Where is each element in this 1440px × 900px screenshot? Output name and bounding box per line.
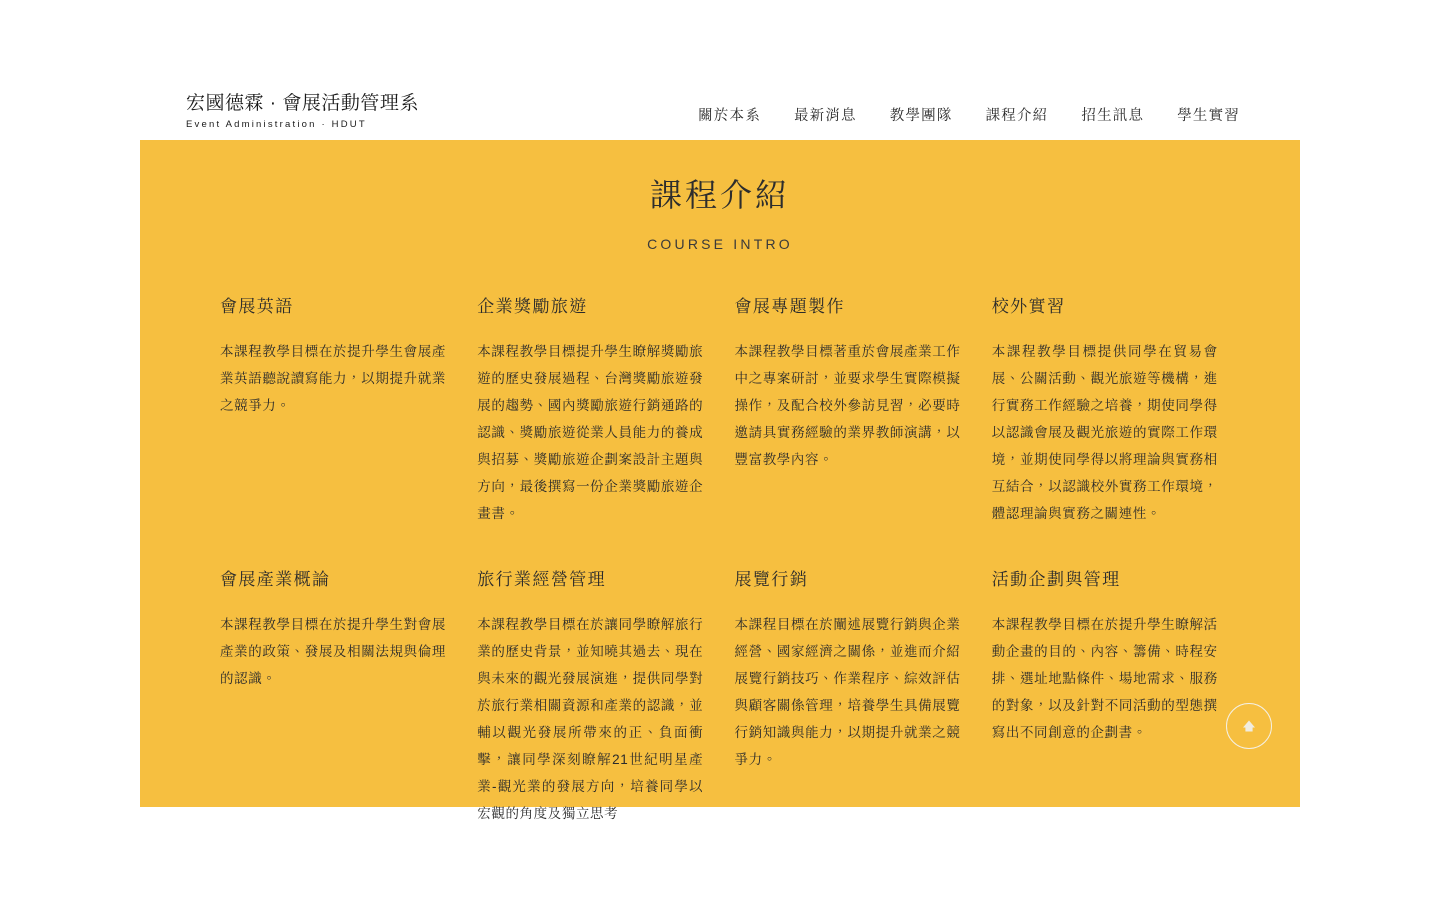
nav-item-about[interactable]: 關於本系 — [698, 108, 761, 124]
course-card — [220, 296, 446, 527]
nav-item-internship[interactable]: 學生實習 — [1177, 108, 1240, 124]
logo-title-cn: 宏國德霖 · 會展活動管理系 — [186, 93, 419, 114]
site-header — [0, 0, 1440, 140]
course-name: 旅行業經營管理 — [477, 569, 607, 589]
course-intro-panel — [140, 140, 1300, 822]
course-description: 本課程教學目標在於提升學生對會展產業的政策、發展及相關法規與倫理的認識。 — [220, 617, 446, 687]
course-name: 校外實習 — [991, 296, 1066, 316]
course-description: 本課程目標在於闡述展覽行銷與企業經營、國家經濟之關係，並進而介紹展覽行銷技巧、作業程序、綜效評估與顧客關係管理，培養學生具備展覽行銷知識與能力，以期提升就業之競爭力。 — [734, 617, 961, 768]
logo-title-en: Event Administration · HDUT — [186, 119, 367, 130]
page-subtitle: COURSE INTRO — [647, 235, 793, 252]
course-description: 本課程教學目標在於提升學生瞭解活動企畫的目的、內容、籌備、時程安排、選址地點條件、場地需求、服務的對象，以及針對不同活動的型態撰寫出不同創意的企劃書。 — [991, 617, 1218, 741]
course-card — [220, 569, 446, 827]
page-title: 課程介紹 — [649, 177, 790, 213]
nav-item-admissions[interactable]: 招生訊息 — [1081, 108, 1145, 124]
back-to-top-button[interactable] — [1226, 703, 1272, 749]
course-name: 會展英語 — [220, 296, 294, 316]
nav-item-faculty[interactable]: 教學團隊 — [889, 108, 953, 124]
course-description: 本課程教學目標著重於會展產業工作中之專案研討，並要求學生實際模擬操作，及配合校外參訪見習，必要時邀請具實務經驗的業界教師演講，以豐富教學內容。 — [734, 343, 961, 467]
course-name: 會展產業概論 — [220, 569, 331, 589]
course-description: 本課程教學目標提供同學在貿易會展、公關活動、觀光旅遊等機構，進行實務工作經驗之培養，期使同學得以認識會展及觀光旅遊的實際工作環境，並期使同學得以將理論與實務相互結合，以認識校外實務工作環境，體認理論與實務之關連性。 — [991, 343, 1218, 521]
course-card — [735, 569, 961, 827]
page-heading-block — [140, 176, 1300, 252]
course-card — [992, 296, 1218, 527]
course-card — [992, 569, 1218, 827]
course-card — [735, 296, 961, 527]
course-card — [477, 296, 703, 527]
course-description: 本課程教學目標提升學生瞭解獎勵旅遊的歷史發展過程、台灣獎勵旅遊發展的趨勢、國內獎勵旅遊行銷通路的認識、獎勵旅遊從業人員能力的養成與招募、獎勵旅遊企劃案設計主題與方向，最後撰寫一份企業獎勵旅遊企畫書。 — [477, 343, 704, 521]
course-card — [477, 569, 703, 827]
course-description: 本課程教學目標在於讓同學瞭解旅行業的歷史背景，並知曉其過去、現在與未來的觀光發展演進，提供同學對於旅行業相關資源和產業的認識，並輔以觀光發展所帶來的正、負面衝擊，讓同學深刻瞭解21世紀明星產業-觀光業的發展方向，培養同學以宏觀的角度及獨立思考 — [477, 617, 704, 822]
course-description: 本課程教學目標在於提升學生會展產業英語聽說讀寫能力，以期提升就業之競爭力。 — [220, 343, 446, 413]
course-name: 活動企劃與管理 — [991, 569, 1121, 589]
main-navigation — [698, 104, 1240, 125]
nav-item-news[interactable]: 最新消息 — [793, 108, 857, 124]
course-name: 企業獎勵旅遊 — [477, 296, 588, 316]
grid-row-spacer — [220, 527, 1220, 569]
course-name: 會展專題製作 — [734, 296, 845, 316]
arrow-up-icon — [1240, 717, 1258, 735]
course-name: 展覽行銷 — [734, 569, 809, 589]
course-grid — [140, 296, 1300, 827]
nav-item-courses[interactable]: 課程介紹 — [985, 108, 1049, 124]
site-logo[interactable] — [186, 94, 419, 130]
